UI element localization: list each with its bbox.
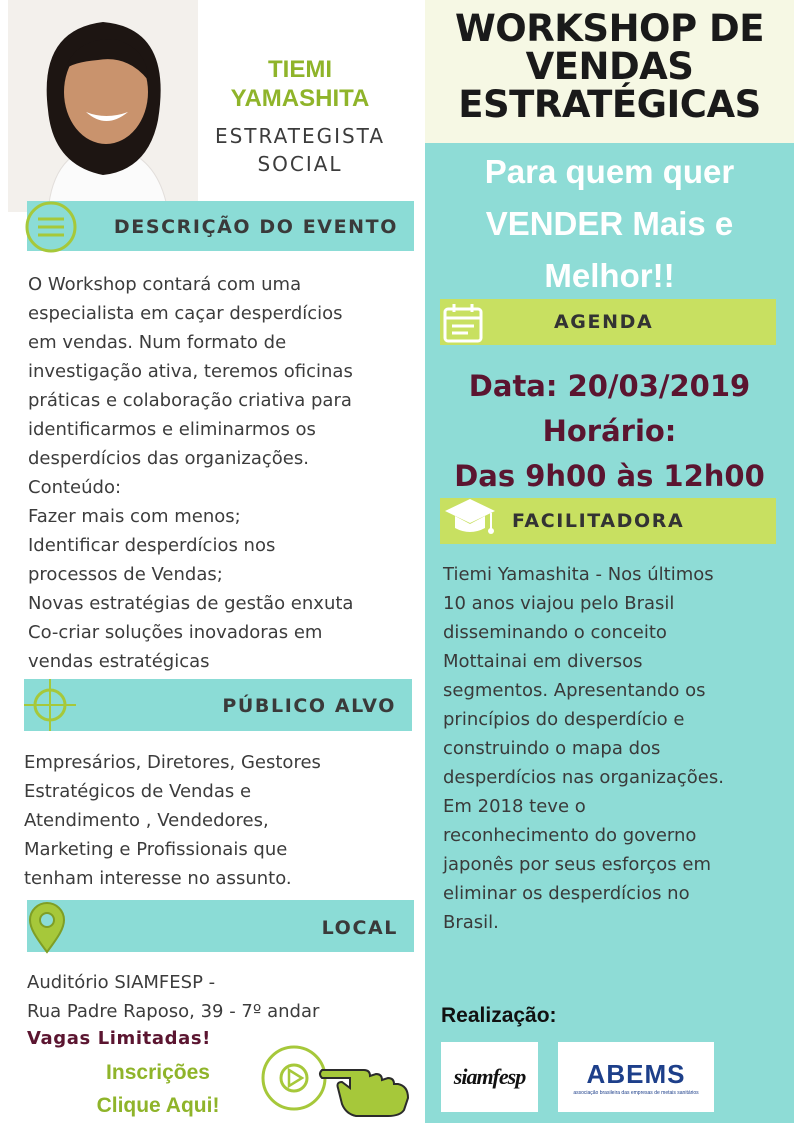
text-line: práticas e colaboração criativa para xyxy=(28,390,352,411)
publico-bar xyxy=(24,679,412,731)
text-line: Estratégicos de Vendas e xyxy=(24,781,252,802)
text-line: japonês por seus esforços em xyxy=(443,854,711,875)
text-line: Tiemi Yamashita - Nos últimos xyxy=(443,564,714,585)
role-line-2: SOCIAL xyxy=(257,152,343,176)
text-line: Brasil. xyxy=(443,912,499,933)
text-line: segmentos. Apresentando os xyxy=(443,680,706,701)
local-label: LOCAL xyxy=(321,917,398,939)
title-line-2: VENDAS xyxy=(525,45,694,88)
descricao-label: DESCRIÇÃO DO EVENTO xyxy=(113,216,398,238)
cta-line-1[interactable]: Inscrições xyxy=(106,1061,210,1084)
publico-label: PÚBLICO ALVO xyxy=(222,695,396,717)
text-line: processos de Vendas; xyxy=(28,564,223,585)
event-time: Das 9h00 às 12h00 xyxy=(454,459,765,493)
event-date-time xyxy=(425,364,794,499)
text-line: desperdícios das organizações. xyxy=(28,448,309,469)
graduation-cap-icon xyxy=(443,496,497,542)
address-line-1: Auditório SIAMFESP - xyxy=(27,972,216,993)
text-line: 10 anos viajou pelo Brasil xyxy=(443,593,675,614)
text-line: desperdícios nas organizações. xyxy=(443,767,724,788)
tagline-line-2: VENDER Mais e xyxy=(485,205,734,242)
text-line: Em 2018 teve o xyxy=(443,796,586,817)
realizacao-label: Realização: xyxy=(441,1004,557,1027)
text-line: disseminando o conceito xyxy=(443,622,667,643)
event-time-label: Horário: xyxy=(542,414,677,448)
publico-text xyxy=(24,748,416,893)
text-line: Co-criar soluções inovadoras em xyxy=(28,622,323,643)
agenda-label: AGENDA xyxy=(554,311,654,333)
role-line-1: ESTRATEGISTA xyxy=(214,124,386,148)
facilitadora-label: FACILITADORA xyxy=(512,510,685,532)
text-line: Fazer mais com menos; xyxy=(28,506,241,527)
speaker-photo xyxy=(8,0,198,212)
descricao-text xyxy=(28,270,420,676)
local-text xyxy=(27,968,419,1026)
descricao-bar xyxy=(27,201,414,251)
speaker-first-name: TIEMI xyxy=(268,56,332,83)
address-line-2: Rua Padre Raposo, 39 - 7º andar xyxy=(27,1001,320,1022)
tagline-line-3: Melhor!! xyxy=(544,257,675,294)
text-line: Marketing e Profissionais que xyxy=(24,839,288,860)
text-line: Atendimento , Vendedores, xyxy=(24,810,269,831)
text-line: Mottainai em diversos xyxy=(443,651,643,672)
siamfesp-logo-text: siamfesp xyxy=(453,1064,526,1089)
text-line: especialista em caçar desperdícios xyxy=(28,303,343,324)
speaker-last-name: YAMASHITA xyxy=(230,85,370,112)
text-line: Identificar desperdícios nos xyxy=(28,535,276,556)
facilitadora-description xyxy=(443,560,783,937)
tagline-line-1: Para quem quer xyxy=(484,153,735,190)
calendar-icon xyxy=(441,301,485,345)
title-line-3: ESTRATÉGICAS xyxy=(458,83,761,126)
cta-line-2[interactable]: Clique Aqui! xyxy=(96,1094,220,1117)
tagline xyxy=(425,146,794,302)
text-line: vendas estratégicas xyxy=(28,651,210,672)
text-line: identificarmos e eliminarmos os xyxy=(28,419,316,440)
workshop-title xyxy=(425,7,794,126)
text-line: Empresários, Diretores, Gestores xyxy=(24,752,321,773)
siamfesp-logo xyxy=(441,1042,538,1112)
inscricoes-link[interactable] xyxy=(78,1056,238,1122)
abems-logo-subtitle: associação brasileira das empresas de metais sanitários xyxy=(573,1089,699,1096)
text-line: Novas estratégias de gestão enxuta xyxy=(28,593,354,614)
speaker-role xyxy=(200,122,400,178)
crosshair-icon xyxy=(22,677,78,733)
menu-lines-icon xyxy=(25,201,77,253)
event-date: Data: 20/03/2019 xyxy=(468,369,751,403)
agenda-bar xyxy=(440,299,776,345)
text-line: princípios do desperdício e xyxy=(443,709,685,730)
title-line-1: WORKSHOP DE xyxy=(455,7,764,50)
abems-logo xyxy=(558,1042,714,1112)
vagas-limitadas: Vagas Limitadas! xyxy=(27,1028,211,1049)
pointing-hand-icon xyxy=(318,1048,412,1118)
speaker-name xyxy=(205,55,395,113)
text-line: reconhecimento do governo xyxy=(443,825,697,846)
text-line: em vendas. Num formato de xyxy=(28,332,287,353)
text-line: eliminar os desperdícios no xyxy=(443,883,690,904)
text-line: tenham interesse no assunto. xyxy=(24,868,292,889)
abems-logo-text: ABEMS xyxy=(586,1058,686,1089)
text-line: O Workshop contará com uma xyxy=(28,274,302,295)
location-pin-icon xyxy=(27,902,67,954)
local-bar xyxy=(27,900,414,952)
text-line: construindo o mapa dos xyxy=(443,738,661,759)
text-line: Conteúdo: xyxy=(28,477,122,498)
text-line: investigação ativa, teremos oficinas xyxy=(28,361,353,382)
